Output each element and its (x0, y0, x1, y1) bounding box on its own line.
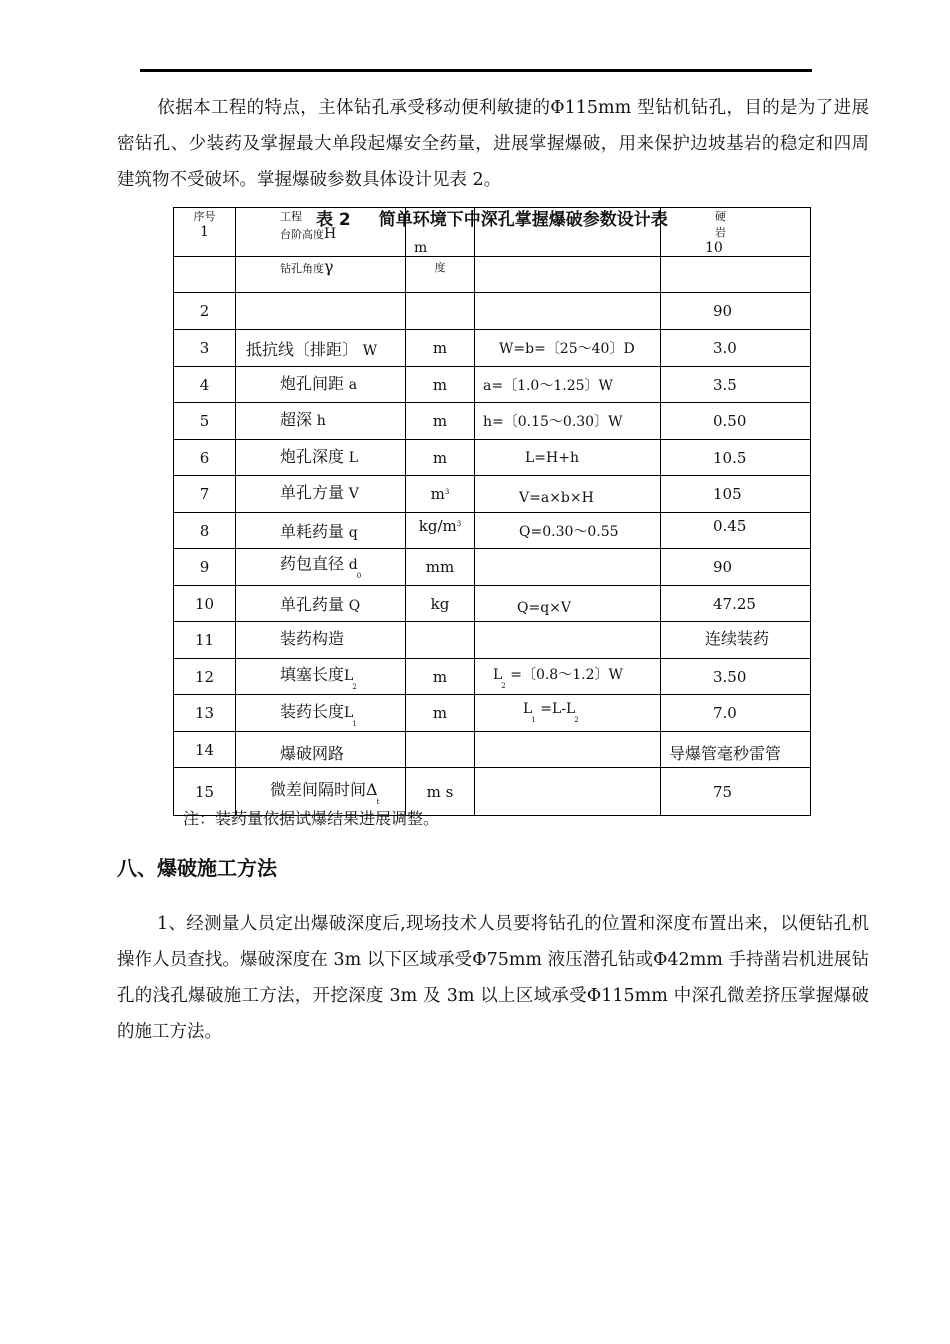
row-unit: m (406, 659, 475, 695)
row-no: 6 (174, 440, 236, 476)
row-formula (475, 622, 661, 659)
row-formula: W=b=〔25～40〕D (475, 330, 661, 367)
row-formula (475, 732, 661, 768)
row-no: 11 (174, 622, 236, 659)
row-unit: m (406, 440, 475, 476)
row-item: 炮孔间距 a (236, 367, 406, 403)
row-no: 12 (174, 659, 236, 695)
header-cell-rock: 硬岩 10 (661, 208, 811, 257)
row-unit: m (406, 367, 475, 403)
row-formula: Q=q×V (475, 586, 661, 622)
row-value: 47.25 (661, 586, 811, 622)
row-unit: mm (406, 549, 475, 586)
table-row (174, 659, 811, 695)
table-row (174, 257, 811, 293)
header-rule (140, 69, 812, 72)
row-unit: m (406, 403, 475, 440)
row-value: 10.5 (661, 440, 811, 476)
row-item: 钻孔角度γ (236, 257, 406, 293)
row-value: 75 (661, 768, 811, 816)
row-value: 3.50 (661, 659, 811, 695)
row-no: 10 (174, 586, 236, 622)
row-item: 装药构造 (236, 622, 406, 659)
table-row (174, 330, 811, 367)
section-heading: 八、爆破施工方法 (117, 856, 277, 880)
row-formula: V=a×b×H (475, 476, 661, 513)
row-unit: m s (406, 768, 475, 816)
row-item (236, 293, 406, 330)
row-item: 超深 h (236, 403, 406, 440)
row-item: 微差间隔时间$\Delta_t$ (236, 768, 406, 816)
row-item: 填塞长度$L_2$ (236, 659, 406, 695)
row-formula (475, 768, 661, 816)
table-row (174, 513, 811, 549)
row-no: 4 (174, 367, 236, 403)
row-no: 14 (174, 732, 236, 768)
table-row (174, 293, 811, 330)
header-cell-item: 工程 台阶高度H (236, 208, 406, 257)
row-unit: m (406, 695, 475, 732)
row-unit (406, 293, 475, 330)
row-item: 单孔药量 Q (236, 586, 406, 622)
row-item: 抵抗线〔排距〕 W (236, 330, 406, 367)
row-formula: a=〔1.0～1.25〕W (475, 367, 661, 403)
table-row (174, 695, 811, 732)
row-item: 爆破网路 (236, 732, 406, 768)
row-no: 13 (174, 695, 236, 732)
table-row (174, 367, 811, 403)
row-no: 3 (174, 330, 236, 367)
row-no: 8 (174, 513, 236, 549)
header-cell-seq: 序号 1 (174, 208, 236, 257)
row-formula: h=〔0.15～0.30〕W (475, 403, 661, 440)
row-value: 3.5 (661, 367, 811, 403)
row-unit (406, 622, 475, 659)
table-row (174, 476, 811, 513)
row-no: 2 (174, 293, 236, 330)
row-value: 3.0 (661, 330, 811, 367)
row-unit: 度 (406, 257, 475, 293)
table-note: 注：装药量依据试爆结果进展调整。 (183, 809, 440, 828)
row-unit: kg (406, 586, 475, 622)
blasting-parameter-table (173, 207, 811, 816)
row-no (174, 257, 236, 293)
row-value: 0.50 (661, 403, 811, 440)
row-formula (475, 293, 661, 330)
row-item: 药包直径 $d_0$ (236, 549, 406, 586)
row-formula (475, 257, 661, 293)
row-value (661, 257, 811, 293)
row-no: 15 (174, 768, 236, 816)
row-value: 连续装药 (661, 622, 811, 659)
row-item: 装药长度$L_1$ (236, 695, 406, 732)
table-caption: 表 2 简单环境下中深孔掌握爆破参数设计表 (316, 210, 668, 230)
row-value: 105 (661, 476, 811, 513)
row-item: 炮孔深度 L (236, 440, 406, 476)
header-cell-unit: m (406, 208, 475, 257)
row-unit (406, 732, 475, 768)
table-row (174, 440, 811, 476)
row-value: 90 (661, 293, 811, 330)
row-formula: $L_1 =L-L_2$ (475, 695, 661, 732)
row-unit: m (406, 330, 475, 367)
table-row (174, 622, 811, 659)
row-formula (475, 549, 661, 586)
row-formula: $L_2$ =〔0.8～1.2〕W (475, 659, 661, 695)
row-item: 单耗药量 q (236, 513, 406, 549)
table-row (174, 403, 811, 440)
row-unit: $m^3$ (406, 476, 475, 513)
table-row (174, 732, 811, 768)
row-no: 7 (174, 476, 236, 513)
row-unit: $kg/m^3$ (406, 513, 475, 549)
row-item: 单孔方量 V (236, 476, 406, 513)
row-formula: Q=0.30～0.55 (475, 513, 661, 549)
row-no: 5 (174, 403, 236, 440)
row-value: 7.0 (661, 695, 811, 732)
method-paragraph: 1、经测量人员定出爆破深度后,现场技术人员要将钻孔的位置和深度布置出来，以便钻孔机操作人员查找。爆破深度在 3m 以下区域承受Φ75mm 液压潜孔钻或Φ42mm 手持凿岩机进展钻孔的浅孔爆破施工方法，开挖深度 3m 及 3m 以上区域承受Φ115mm 中深孔微差挤压掌握爆破的施工方法。 (117, 914, 869, 1042)
row-value: 导爆管毫秒雷管 (661, 732, 811, 768)
row-formula: L=H+h (475, 440, 661, 476)
row-value: 0.45 (661, 513, 811, 549)
table-row (174, 586, 811, 622)
table-row (174, 549, 811, 586)
row-value: 90 (661, 549, 811, 586)
row-no: 9 (174, 549, 236, 586)
intro-paragraph: 依据本工程的特点，主体钻孔承受移动便利敏捷的Φ115mm 型钻机钻孔，目的是为了进展密钻孔、少装药及掌握最大单段起爆安全药量，进展掌握爆破，用来保护边坡基岩的稳定和四周建筑物不受破坏。掌握爆破参数具体设计见表 2。 (117, 98, 869, 190)
